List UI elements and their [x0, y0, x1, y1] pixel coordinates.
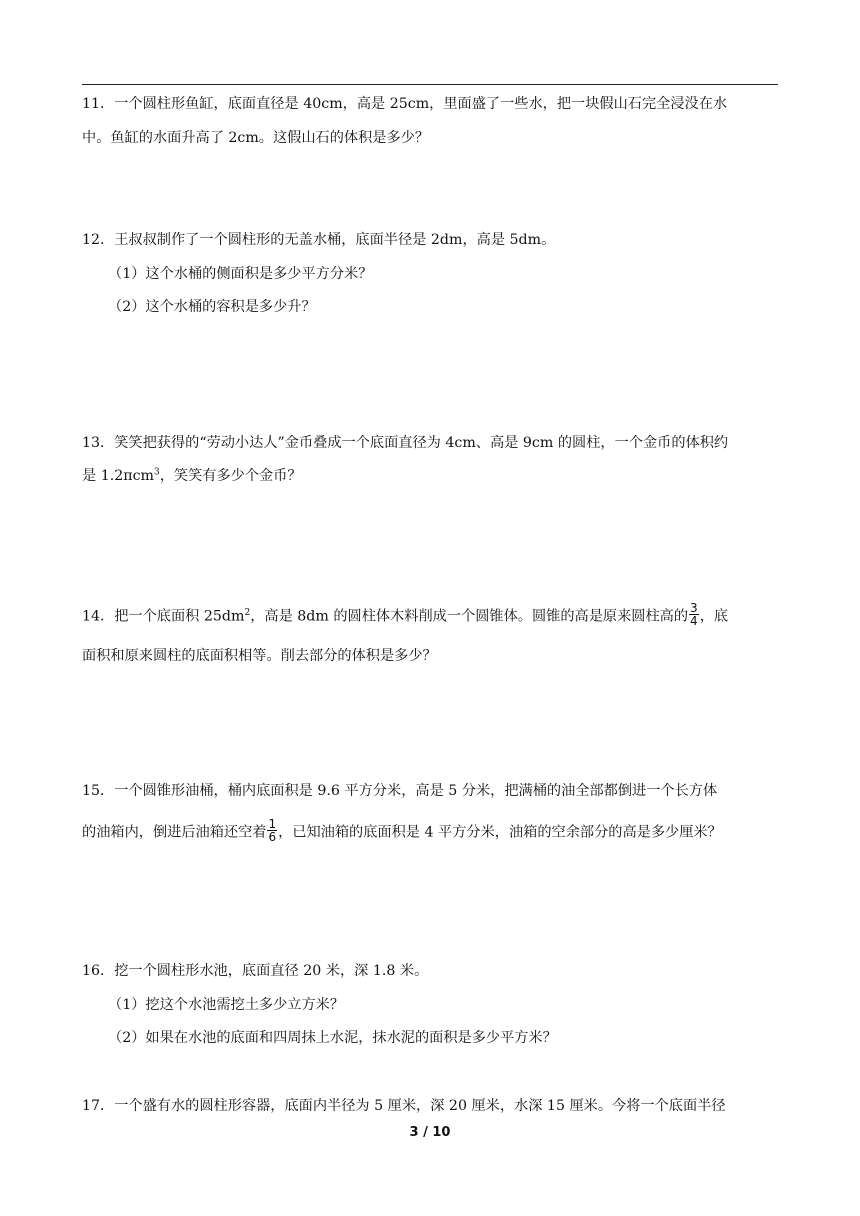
- problem-16-line-1: 16．挖一个圆柱形水池，底面直径 20 米，深 1.8 米。: [82, 963, 429, 979]
- problem-12-question-1: （1）这个水桶的侧面积是多少平方分米？: [108, 266, 373, 282]
- problem-11-line-1: 11．一个圆柱形鱼缸，底面直径是 40cm，高是 25cm，里面盛了一些水，把一块假山石完全浸没在水: [82, 96, 728, 112]
- problem-14-line-1: [82, 601, 729, 629]
- problem-14-text-c: ，底: [699, 608, 729, 625]
- problem-15-fraction-numerator: 1: [268, 817, 277, 831]
- problem-15-fraction-denominator: 6: [268, 830, 277, 844]
- problem-14-text-b: ，高是 8dm 的圆柱体木料削成一个圆锥体。圆锥的高是原来圆柱高的: [250, 608, 689, 625]
- problem-13-text-a: 是 1.2πcm: [82, 468, 154, 484]
- header-rule: [82, 84, 778, 85]
- problem-16-question-2: （2）如果在水池的底面和四周抹上水泥，抹水泥的面积是多少平方米？: [108, 1030, 557, 1046]
- problem-15-text-a: 的油箱内，倒进后油箱还空着: [82, 824, 267, 841]
- problem-11-line-2: 中。鱼缸的水面升高了 2cm。这假山石的体积是多少？: [82, 130, 430, 146]
- problem-17-line-1: 17．一个盛有水的圆柱形容器，底面内半径为 5 厘米，深 20 厘米，水深 15 厘米。今将一个底面半径: [82, 1098, 726, 1114]
- problem-13-exponent: 3: [153, 467, 160, 478]
- problem-12-line-1: 12．王叔叔制作了一个圆柱形的无盖水桶，底面半径是 2dm，高是 5dm。: [82, 232, 556, 248]
- page-number: 3 / 10: [409, 1125, 451, 1140]
- problem-13-line-2: [82, 466, 302, 486]
- problem-14-line-2: 面积和原来圆柱的底面积相等。削去部分的体积是多少？: [82, 648, 437, 664]
- problem-16-question-1: （1）挖这个水池需挖土多少立方米？: [108, 997, 345, 1013]
- problem-14-fraction-denominator: 4: [690, 614, 698, 628]
- problem-15-text-b: ，已知油箱的底面积是 4 平方分米，油箱的空余部分的高是多少厘米？: [278, 824, 722, 841]
- problem-14-exponent: 2: [244, 607, 251, 618]
- problem-12-question-2: （2）这个水桶的容积是多少升？: [108, 299, 316, 315]
- problem-15-line-2: [82, 817, 722, 845]
- problem-14-fraction: [689, 602, 699, 627]
- problem-15-line-1: 15．一个圆锥形油桶，桶内底面积是 9.6 平方分米，高是 5 分米，把满桶的油全部都倒进一个长方体: [82, 783, 718, 799]
- problem-15-fraction: [267, 818, 277, 843]
- problem-14-text-a: 14．把一个底面积 25dm: [82, 608, 245, 625]
- problem-13-line-1: 13．笑笑把获得的“劳动小达人”金币叠成一个底面直径为 4cm、高是 9cm 的圆柱，一个金币的体积约: [82, 435, 729, 451]
- problem-13-text-b: ，笑笑有多少个金币？: [159, 468, 302, 484]
- problem-14-fraction-numerator: 3: [690, 601, 698, 615]
